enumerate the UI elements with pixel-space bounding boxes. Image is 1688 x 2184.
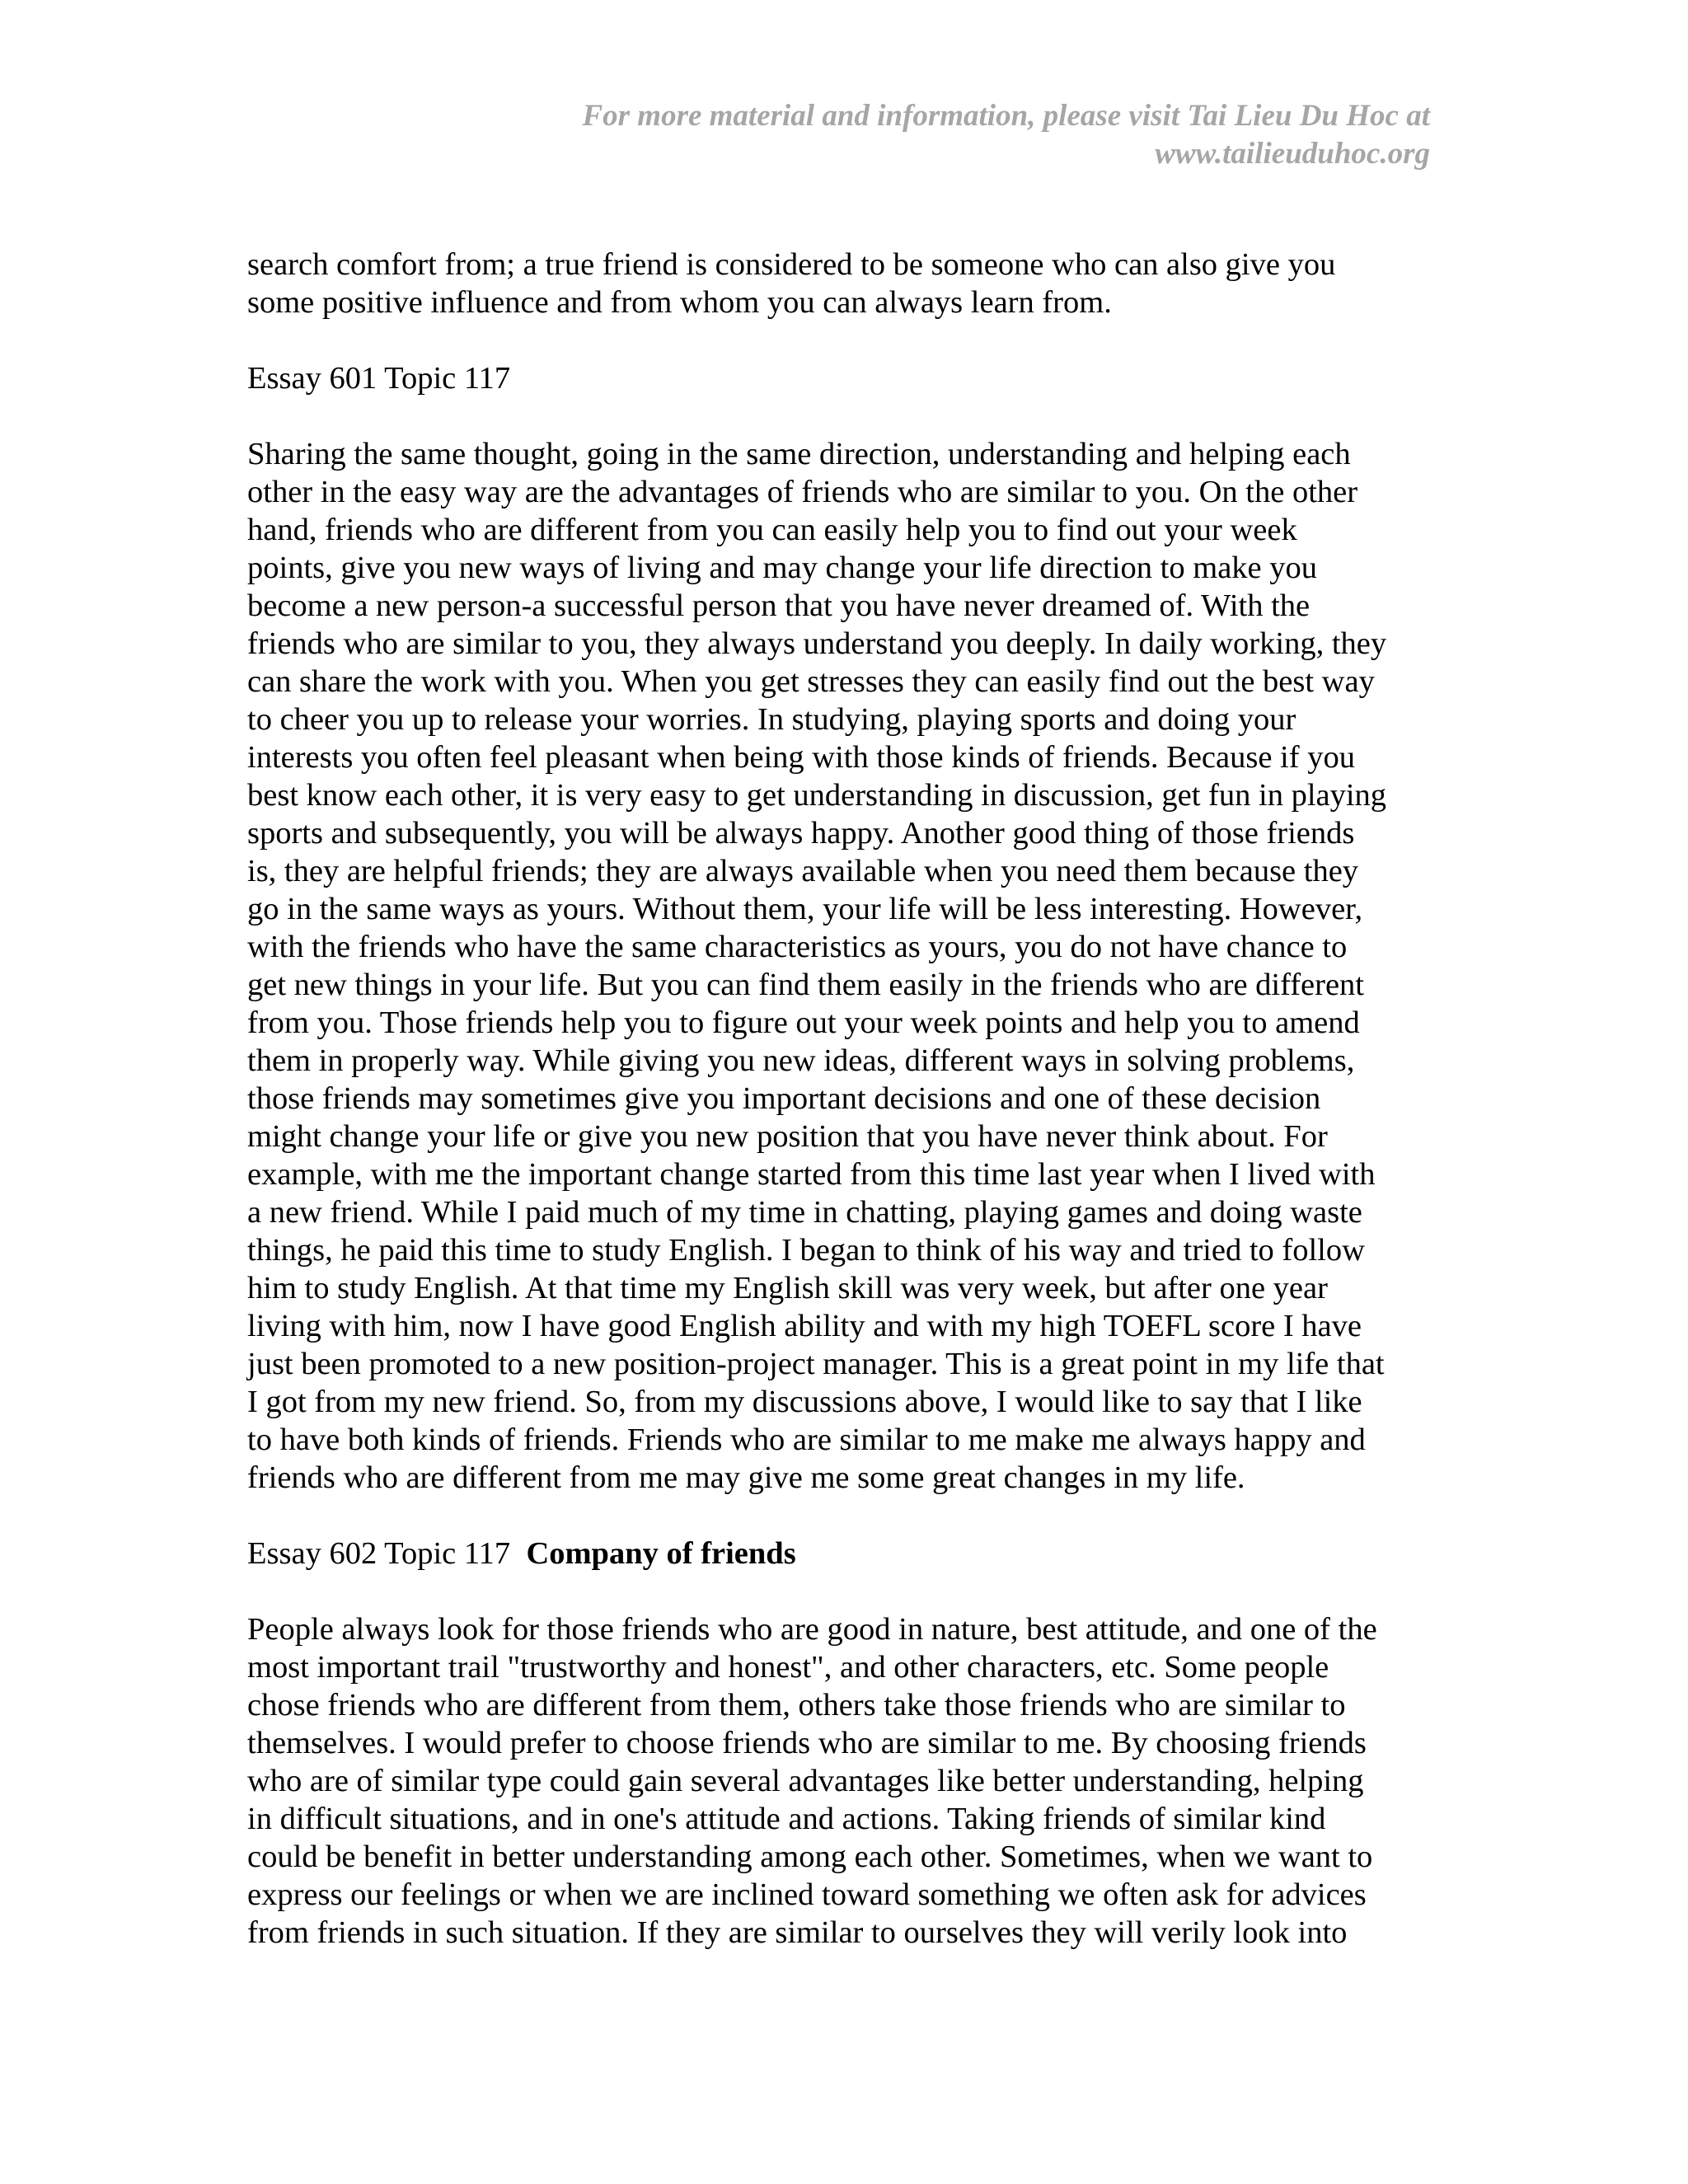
text-line: most important trail "trustworthy and honest", and other characters, etc. Some people: [247, 1650, 1329, 1685]
essay-602-title: Essay 602 Topic 117: [247, 1536, 511, 1571]
text-line: sports and subsequently, you will be always happy. Another good thing of those friends: [247, 816, 1355, 851]
text-line: some positive influence and from whom you can always learn from.: [247, 285, 1112, 320]
text-line: chose friends who are different from them, others take those friends who are similar to: [247, 1688, 1346, 1722]
text-line: who are of similar type could gain several advantages like better understanding, helping: [247, 1764, 1364, 1798]
text-line: with the friends who have the same characteristics as yours, you do not have chance to: [247, 930, 1348, 964]
text-line: interests you often feel pleasant when being with those kinds of friends. Because if you: [247, 740, 1355, 775]
text-line: express our feelings or when we are inclined toward something we often ask for advices: [247, 1877, 1367, 1912]
text-line: become a new person-a successful person that you have never dreamed of. With the: [247, 588, 1311, 623]
text-line: them in properly way. While giving you new ideas, different ways in solving problems,: [247, 1043, 1355, 1078]
essay-602-subtitle: Company of friends: [526, 1536, 796, 1571]
text-line: is, they are helpful friends; they are always available when you need them because they: [247, 854, 1359, 888]
text-line: Sharing the same thought, going in the same direction, understanding and helping each: [247, 437, 1351, 471]
text-line: from friends in such situation. If they are similar to ourselves they will verily look into: [247, 1915, 1348, 1950]
text-line: best know each other, it is very easy to get understanding in discussion, get fun in playing: [247, 778, 1387, 813]
header-line-1: For more material and information, please visit Tai Lieu Du Hoc at: [582, 99, 1430, 133]
text-line: in difficult situations, and in one's attitude and actions. Taking friends of similar kind: [247, 1802, 1326, 1836]
text-line: might change your life or give you new position that you have never think about. For: [247, 1119, 1328, 1154]
text-line: I got from my new friend. So, from my discussions above, I would like to say that I like: [247, 1385, 1362, 1419]
text-line: can share the work with you. When you get stresses they can easily find out the best way: [247, 664, 1375, 699]
text-line: from you. Those friends help you to figure out your week points and help you to amend: [247, 1005, 1360, 1040]
text-line: themselves. I would prefer to choose friends who are similar to me. By choosing friends: [247, 1726, 1367, 1760]
text-line: living with him, now I have good English ability and with my high TOEFL score I have: [247, 1309, 1362, 1343]
text-line: friends who are similar to you, they always understand you deeply. In daily working, they: [247, 626, 1387, 661]
text-line: search comfort from; a true friend is considered to be someone who can also give you: [247, 247, 1336, 282]
text-line: hand, friends who are different from you can easily help you to find out your week: [247, 513, 1297, 547]
text-line: go in the same ways as yours. Without them, your life will be less interesting. However,: [247, 892, 1363, 926]
text-line: to cheer you up to release your worries. In studying, playing sports and doing your: [247, 702, 1296, 737]
text-line: just been promoted to a new position-project manager. This is a great point in my life that: [247, 1347, 1385, 1381]
text-line: could be benefit in better understanding among each other. Sometimes, when we want to: [247, 1840, 1373, 1874]
text-line: friends who are different from me may give me some great changes in my life.: [247, 1460, 1245, 1495]
text-line: People always look for those friends who are good in nature, best attitude, and one of the: [247, 1612, 1377, 1647]
intro-paragraph: [247, 246, 1442, 321]
text-line: to have both kinds of friends. Friends who are similar to me make me always happy and: [247, 1422, 1366, 1457]
text-line: other in the easy way are the advantages of friends who are similar to you. On the other: [247, 475, 1358, 509]
page-header: [495, 97, 1430, 173]
text-line: him to study English. At that time my English skill was very week, but after one year: [247, 1271, 1328, 1305]
text-line: those friends may sometimes give you important decisions and one of these decision: [247, 1081, 1321, 1116]
essay-602-heading: [247, 1535, 1442, 1572]
text-line: example, with me the important change started from this time last year when I lived with: [247, 1157, 1376, 1192]
document-body: [247, 246, 1442, 1952]
text-line: points, give you new ways of living and may change your life direction to make you: [247, 551, 1318, 585]
text-line: things, he paid this time to study English. I began to think of his way and tried to follow: [247, 1233, 1365, 1268]
essay-601-title: Essay 601 Topic 117: [247, 361, 511, 396]
text-line: a new friend. While I paid much of my time in chatting, playing games and doing waste: [247, 1195, 1362, 1230]
essay-602-paragraph: [247, 1610, 1442, 1952]
header-url: www.tailieuduhoc.org: [1155, 137, 1430, 171]
text-line: get new things in your life. But you can find them easily in the friends who are different: [247, 968, 1365, 1002]
essay-601-paragraph: [247, 435, 1442, 1497]
